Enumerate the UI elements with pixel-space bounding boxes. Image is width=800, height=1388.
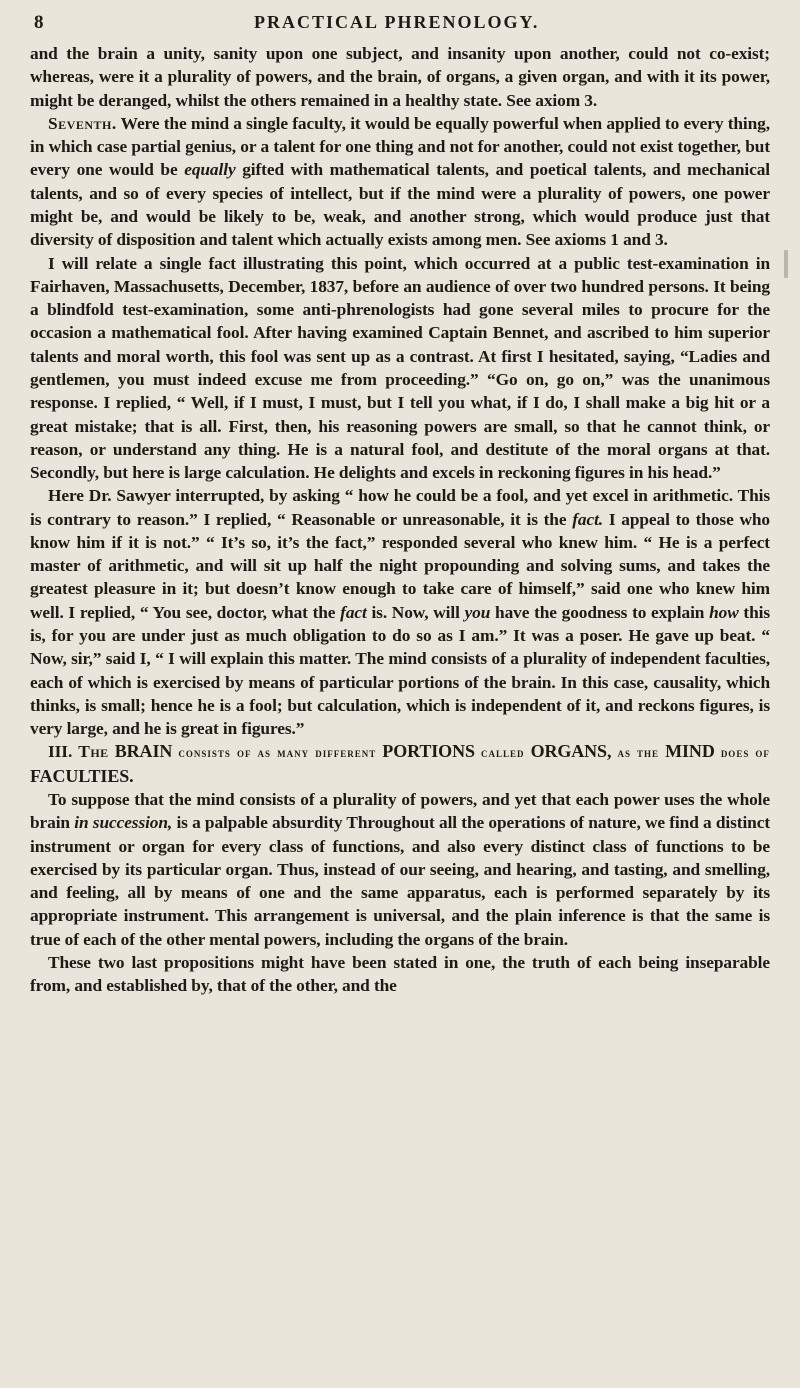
body-text xyxy=(30,42,770,998)
paragraph-dr-sawyer: Here Dr. Sawyer interrupted, by asking “ how he could be a fool, and yet excel in arithmetic. This is contrary to reason.” I replied, “ Reasonable or unreasonable, it is the fact. I appeal to those who know him if it is not.” “ It’s so, it’s the fact,” responded several who knew him. “ He is a perfect master of arithmetic, and will sit up half the night propounding and solving sums, and takes the greatest pleasure in it; but doesn’t know enough to take care of himself,” said one who knew him well. I replied, “ You see, doctor, what the fact is. Now, will you have the goodness to explain how this is, for you are under just as much obligation to do so as I am.” It was a poser. He gave up beat. “ Now, sir,” said I, “ I will explain this matter. The mind consists of a plurality of independent faculties, each of which is exercised by means of particular portions of the brain. In this case, causality, which thinks, is small; hence he is a fool; but calculation, which is independent of it, and reckons figures, is very large, and he is great in figures.” xyxy=(30,486,771,739)
paragraph-lead-seventh: Seventh. xyxy=(48,113,117,133)
running-head: PRACTICAL PHRENOLOGY. xyxy=(254,12,540,32)
page-number: 8 xyxy=(34,12,45,33)
page-header xyxy=(30,6,770,42)
paragraph-fairhaven-anecdote: I will relate a single fact illustrating this point, which occurred at a public test-examination in Fairhaven, Massachusetts, December, 1837, before an audience of over two hundred persons. It being a blindfold test-examination, some anti-phrenologists had gone several miles to procure for the occasion a mathematical fool. After having examined Captain Bennet, and ascribed to him superior talents and moral worth, this fool was sent up as a contrast. At first I hesitated, saying, “Ladies and gentlemen, you must indeed excuse me from proceeding.” “Go on, go on,” was the unanimous response. I replied, “ Well, if I must, I must, but I tell you what, if I do, I shall make a big hit or a great mistake; that is all. First, then, his reasoning powers are small, so that he cannot think, or reason, or understand any thing. He is a natural fool, and destitute of the moral organs at that. Secondly, but here is large calculation. He delights and excels in reckoning figures in his head.” xyxy=(30,253,770,483)
paragraph-insanity-conclusion: and the brain a unity, sanity upon one subject, and insanity upon another, could not co-exist; whereas, were it a plurality of powers, and the brain, of organs, a given organ, and with it its power, might be deranged, whilst the others remained in a healthy state. See axiom 3. xyxy=(30,44,770,110)
paragraph-distinct-organs: To suppose that the mind consists of a plurality of powers, and yet that each power uses the whole brain in succession, is a palpable absurdity Throughout all the operations of nature, we find a distinct instrument or organ for every class of functions, and also every distinct class of functions to be exercised by its particular organ. Thus, instead of our seeing, and hearing, and tasting, and smelling, and feeling, all by means of one and the same apparatus, each is performed separately by its appropriate instrument. This arrangement is universal, and the plain inference is that the same is true of each of the other mental powers, including the organs of the brain. xyxy=(30,790,770,949)
paragraph-seventh: Seventh. Were the mind a single faculty, it would be equally powerful when applied to every thing, in which case partial genius, or a talent for one thing and not for another, could not exist together, but every one would be equally gifted with mathematical talents, and poetical talents, and mechanical talents, and so of every species of intellect, but if the mind were a plurality of powers, one power might be, and would be likely to be, weak, and another strong, which would produce just that diversity of disposition and talent which actually exists among men. See axioms 1 and 3. xyxy=(30,113,770,250)
section-heading-iii: III. The BRAIN consists of as many different PORTIONS called ORGANS, as the MIND does of FACULTIES. xyxy=(30,741,770,786)
scan-margin-mark xyxy=(784,250,788,278)
paragraph-two-propositions: These two last propositions might have been stated in one, the truth of each being inseparable from, and established by, that of the other, and the xyxy=(30,952,770,996)
